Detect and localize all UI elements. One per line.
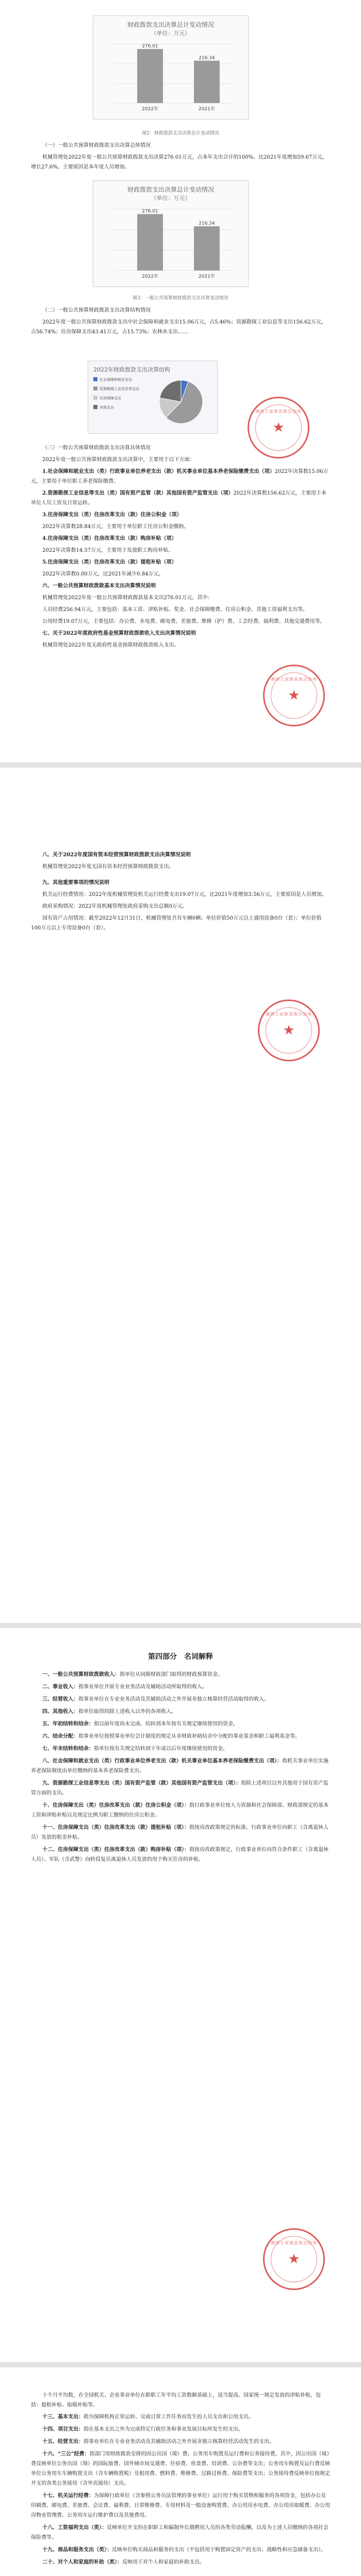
- item-body: 2022年决算数156.62万元，主要用于本单位人员工资及日常运转。: [31, 490, 326, 506]
- tick-label: 2021年: [199, 107, 215, 112]
- data-label: 276.01: [142, 209, 158, 214]
- paragraph: 机械管理处2022年度无国有资本经营预算财政拨款支出。: [42, 864, 174, 870]
- paragraph: 2022年度一般公共预算财政拨款支出中社会保障和就业支出15.06万元，占5.46%；资源勘探工业信息等支出156.62万元，占56.74%；住房保障支出43.41万元，占15.73%；农林水支出……: [31, 319, 326, 335]
- official-seal: [248, 397, 309, 459]
- glossary-term: 十九、商品和服务支出（类）：: [42, 2547, 112, 2553]
- paragraph: 国有资产占用情况：截至2022年12月31日，机械管理处共有车辆0辆；单位价值50万元以上通用设备0台（套）；单位价值100万元以上专用设备0台（套）。: [31, 916, 322, 931]
- glossary-term: 一、一般公共预算财政拨款收入：: [42, 1672, 120, 1677]
- glossary-entry: [31, 1682, 330, 1692]
- glossary-term: 十五、经营支出：: [42, 2439, 84, 2445]
- glossary-entry: [31, 2491, 330, 2520]
- chart-subtitle: （单位：万元）: [151, 195, 191, 201]
- data-label: 216.34: [199, 221, 215, 227]
- section-heading: 八、关于2022年度国有资本经营预算财政拨款支出决算情况说明: [42, 852, 191, 858]
- item-heading: [31, 488, 330, 508]
- glossary-definition: 指事业单位开展专业业务活动及辅助活动所取得的收入。: [78, 1684, 207, 1690]
- glossary-term: 九、资源勘探工业信息等支出（类）国有资产监管（款）其他国有资产监管支出（项）：: [42, 1781, 241, 1786]
- glossary-definition: 指单位取得的除上述收入以外的各项收入。: [78, 1709, 176, 1715]
- expenditure-structure-pie-chart: [88, 361, 218, 434]
- glossary-definition: 指按房改政策规定的标准，行政事业单位向职工（含离退休人员）发放的租金补贴。: [31, 1825, 329, 1840]
- seal-text: 湘西土家族苗族自治州: [266, 1012, 312, 1016]
- item-heading: 5.住房保障支出（类）住房改革支出（款）提租补贴（项）: [42, 560, 177, 565]
- glossary-entry: [31, 2545, 330, 2555]
- document-page-1: [31, 0, 330, 760]
- glossary-term: 五、年初结转和结余：: [42, 1721, 94, 1727]
- paragraph: 机关运行经费情况：2022年度机械管理处机关运行经费支出19.07万元，比2021年度增加3.56万元，主要原因是人员增加。: [42, 892, 327, 897]
- glossary-term: 二十、对个人和家庭的补助（类）：: [42, 2560, 122, 2565]
- section-heading: （二）一般公共预算财政拨款支出决算结构情况: [42, 308, 151, 313]
- paragraph: 十个月平均数，在全国机关、企业事业单位在职职工年平均工资数额基础上，适当提高。国家统一规定发放的津贴补贴，包括：提租补贴、取暖补贴等。: [31, 2393, 321, 2408]
- glossary-definition: 指事业单位在专业业务活动及其辅助活动之外开展非独立核算经营活动取得的收入。: [78, 1697, 269, 1702]
- glossary-term: 七、年末结转和结余：: [42, 1746, 94, 1752]
- bar: [194, 226, 220, 270]
- glossary-entry: [31, 1823, 330, 1842]
- bar-chart-svg: [93, 202, 248, 282]
- page-separator: [0, 2362, 361, 2367]
- page-separator: [0, 1623, 361, 1628]
- glossary-definition: 指部门用财政拨款安排的因公出国（境）费、公务用车购置及运行费和公务接待费。其中，因公出国（境）费反映单位公务出国（境）的国际旅费、国外城市间交通费、住宿费、伙食费、培训费、公杂费等支出；公务用车购置及运行费反映单位公务用车车辆购置支出（含车辆购置税）及租用费、燃料费、维修费、过路过桥费、保险费等支出；公务接待费反映单位按规定开支的各类公务接待（含外宾接待）支出。: [31, 2451, 330, 2486]
- item-heading: [31, 467, 330, 486]
- glossary-entry: [31, 2412, 330, 2422]
- glossary-definition: 反映用于对个人和家庭的补助支出。: [122, 2560, 205, 2565]
- glossary-entry: [31, 2437, 330, 2447]
- glossary-definition: 反映单位开支的在职职工和编制外长期聘用人员的各类劳动报酬，以及为上述人员缴纳的各项社会保险费等。: [31, 2525, 329, 2540]
- glossary-entry: [31, 1732, 330, 1741]
- expenditure-change-bar-chart-2: [93, 180, 249, 287]
- tick-label: 2021年: [199, 274, 215, 279]
- glossary-definition: 指事业单位按照事业单位会计制度的规定从非财政补助结余中分配的事业基金和职工福利基金等。: [78, 1734, 300, 1739]
- seal-text: 湘西土家族苗族自治州: [255, 409, 302, 414]
- glossary-entry: [31, 1744, 330, 1754]
- glossary-entry: [31, 2425, 330, 2434]
- legend-label: 住房保障支出: [100, 396, 121, 400]
- glossary-entry: [31, 1670, 330, 1680]
- glossary-definition: 指事业单位在专业业务活动及其辅助活动之外开展非独立核算经营活动发生的支出。: [84, 2439, 274, 2445]
- paragraph: 政府采购情况：2022年度机械管理处政府采购支出总额0万元。: [42, 904, 188, 909]
- glossary-term: 十三、基本支出：: [42, 2414, 84, 2420]
- data-label: 216.34: [199, 55, 215, 61]
- glossary-entry: [31, 1845, 330, 1865]
- official-seal: [258, 999, 320, 1061]
- bar: [137, 214, 163, 270]
- glossary-definition: 指在基本支出之外为完成特定行政任务和事业发展目标所发生的支出。: [84, 2427, 243, 2432]
- glossary-definition: 指行政事业单位按人力资源和社会保障部、财政部规定的基本工资和津贴补贴以及规定比例为职工缴纳的住房公积金。: [31, 1803, 329, 1818]
- figure-caption: 图3：一般公共预算财政拨款支出决算变动情况: [133, 296, 228, 301]
- pie-slice: [160, 380, 181, 402]
- glossary-term: 十、住房保障支出（类）住房改革支出（款）住房公积金（项）：: [42, 1803, 189, 1808]
- seal-star-icon: ★: [288, 688, 300, 703]
- item-heading: 4.住房保障支出（类）住房改革支出（款）购房补贴（项）: [42, 536, 177, 541]
- data-label: 276.01: [142, 44, 158, 49]
- legend-swatch: [93, 377, 97, 381]
- glossary-term: 六、结余分配：: [42, 1734, 78, 1739]
- paragraph: 2022年度一般公共预算财政拨款支出决算中，主要用于以下方面：: [42, 457, 195, 463]
- glossary-entry: [31, 2523, 330, 2543]
- glossary-term: 十四、项目支出：: [42, 2427, 84, 2432]
- seal-text: 湘西土家族苗族自治州: [271, 677, 317, 682]
- glossary-entry: [31, 2449, 330, 2488]
- legend-swatch: [93, 396, 97, 400]
- paragraph: 机械管理处2022年度一般公共预算财政拨款基本支出276.01万元，其中：: [42, 595, 213, 601]
- document-page-3: [31, 1636, 330, 2357]
- legend-swatch: [93, 386, 97, 391]
- tick-label: 2022年: [142, 107, 158, 112]
- seal-star-icon: ★: [272, 420, 285, 435]
- bar-chart-svg: [93, 37, 248, 114]
- glossary-entry: [31, 1719, 330, 1729]
- glossary-entry: [31, 1778, 330, 1798]
- tick-label: 2022年: [142, 274, 158, 279]
- glossary-term: 十八、工资福利支出（类）：: [42, 2525, 107, 2531]
- item-body: 2022年决算数15.06万元，主要用于单位职工养老保险缴费。: [31, 469, 329, 484]
- seal-text: 湘西土家族苗族自治州: [271, 2241, 317, 2245]
- glossary-definition: 反映单位购买商品和服务的支出（不包括用于购置固定资产的支出、战略性和应急储备支出）。: [112, 2547, 326, 2553]
- official-seal: [263, 665, 325, 726]
- paragraph: 2022年决算数28.84万元，主要用于单位职工住房公积金缴纳。: [42, 524, 189, 530]
- glossary-definition: 指机关事业单位实施养老保险制度由单位缴纳的基本养老保险费支出。: [31, 1758, 329, 1774]
- chart-title: 2022年财政拨款支出决算结构: [93, 366, 170, 373]
- item-heading: 3.住房保障支出（类）住房改革支出（款）住房公积金（项）: [42, 512, 182, 518]
- glossary-term: 十六、“三公”经费：: [42, 2451, 90, 2457]
- paragraph: 机械管理处2022年度无政府性基金预算财政拨款收入支出。: [42, 642, 179, 648]
- paragraph: 2022年决算数14.57万元，主要用于发放职工购房补贴。: [42, 548, 174, 553]
- section-heading: 六、一般公共预算财政拨款基本支出决算情况说明: [42, 583, 156, 589]
- bar: [194, 61, 220, 103]
- paragraph: 机械管理处2022年度一般公共预算财政拨款支出决算276.01万元，占本年支出合计的100%。比2021年度增加59.67万元，增长27.6%，主要原因是本年度人员增加。: [31, 155, 328, 170]
- glossary-term: 二、事业收入：: [42, 1684, 78, 1690]
- official-seal: [263, 2228, 325, 2290]
- expenditure-change-bar-chart-1: [93, 15, 249, 120]
- section-heading: （三）一般公共预算财政拨款支出决算具体情况: [42, 445, 151, 451]
- glossary-term: 四、其他收入：: [42, 1709, 78, 1715]
- pie-chart-svg: [88, 374, 217, 430]
- glossary-term: 十七、机关运行经费：: [42, 2493, 94, 2499]
- section-heading: 九、其他重要事项的情况说明: [42, 880, 109, 886]
- document-page-2: [31, 773, 330, 1618]
- glossary-definition: 指以前年度尚未完成、结转到本年按有关规定继续使用的资金。: [94, 1721, 238, 1727]
- chart-title: 财政拨款支出决算总计变动情况: [127, 186, 214, 193]
- document-page-4: [31, 2375, 330, 2576]
- glossary-entry: [31, 1756, 330, 1776]
- glossary-term: 十二、住房保障支出（类）住房改革支出（款）购房补贴（项）：: [42, 1847, 189, 1853]
- glossary-entry: [31, 2557, 330, 2567]
- item-heading-text: 2.资源勘探工业信息等支出（类）国有资产监管（款）其他国有资产监管支出（项）: [42, 490, 234, 496]
- section-heading: （一）一般公共预算财政拨款支出决算总体情况: [42, 143, 151, 148]
- legend-label: 资源勘探工业信息等支出: [100, 387, 139, 391]
- seal-star-icon: ★: [288, 2251, 300, 2267]
- glossary-definition: 指单位从同级财政部门取得的财政预算资金。: [120, 1672, 223, 1677]
- legend-label: 社会保障和就业支出: [100, 378, 132, 382]
- paragraph: 公用经费19.07万元，主要包括：办公费、水电费、邮电费、差旅费、维修（护）费、工会经费、福利费、其他交通费用等。: [42, 619, 325, 624]
- glossary-entry: [31, 1707, 330, 1717]
- chart-subtitle: （单位：万元）: [151, 30, 191, 37]
- figure-caption: 图2：财政拨款支出决算总计变动情况: [142, 131, 219, 136]
- glossary-list: [31, 2412, 330, 2567]
- seal-star-icon: ★: [283, 1023, 295, 1038]
- part-title: 第四部分 名词解释: [148, 1653, 213, 1661]
- glossary-definition: 指按房改政策规定，行政事业单位向符合条件职工（含离退休人员）、军队（含武警）向转役复员离退休人员发放的用于购买住房的补贴。: [31, 1847, 329, 1862]
- glossary-term: 十一、住房保障支出（类）住房改革支出（款）提租补贴（项）：: [42, 1825, 189, 1831]
- glossary-definition: 为保障行政单位（含参照公务员法管理的事业单位）运行用于购买货物和服务的各项资金，包括办公及印刷费、邮电费、差旅费、会议费、福利费、日常维修费、专用材料及一般设备购置费、办公用房水电费、办公用房取暖费、办公用房物业管理费、公务用车运行维护费以及其他费用。: [31, 2493, 330, 2518]
- paragraph: 人员经费256.94万元，主要包括：基本工资、津贴补贴、奖金、社会保障缴费、住房公积金、其他工资福利支出等。: [42, 607, 308, 613]
- glossary-definition: 指除上述项目以外其他用于国有资产监管方面的支出。: [31, 1781, 329, 1796]
- item-heading-text: 1.社会保障和就业支出（类）行政事业单位养老支出（款）机关事业单位基本养老保险缴费支出（项）: [42, 469, 275, 474]
- section-heading: 七、关于2022年度政府性基金预算财政拨款收入支出决算情况说明: [42, 631, 196, 636]
- glossary-list: [31, 1670, 330, 1865]
- paragraph: 2022年决算数0.00万元，比2021年减少0.84万元。: [42, 571, 164, 577]
- glossary-entry: [31, 1801, 330, 1820]
- chart-title: 财政拨款支出决算总计变动情况: [127, 21, 214, 28]
- legend-label: 其他支出: [100, 405, 114, 410]
- glossary-term: 八、社会保障和就业支出（类）行政事业单位养老支出（款）机关事业单位基本养老保险缴费支出（项）：: [42, 1758, 282, 1764]
- page-separator: [0, 762, 361, 768]
- bar: [137, 49, 163, 103]
- glossary-term: 三、经营收入：: [42, 1697, 78, 1702]
- glossary-entry: [31, 1694, 330, 1704]
- glossary-definition: 指为保障机构正常运转、完成日常工作任务而发生的人员支出和公用支出。: [84, 2414, 254, 2420]
- legend-swatch: [93, 405, 97, 409]
- glossary-definition: 指单位按有关规定结转到下年或以后年度继续使用的资金。: [94, 1746, 228, 1752]
